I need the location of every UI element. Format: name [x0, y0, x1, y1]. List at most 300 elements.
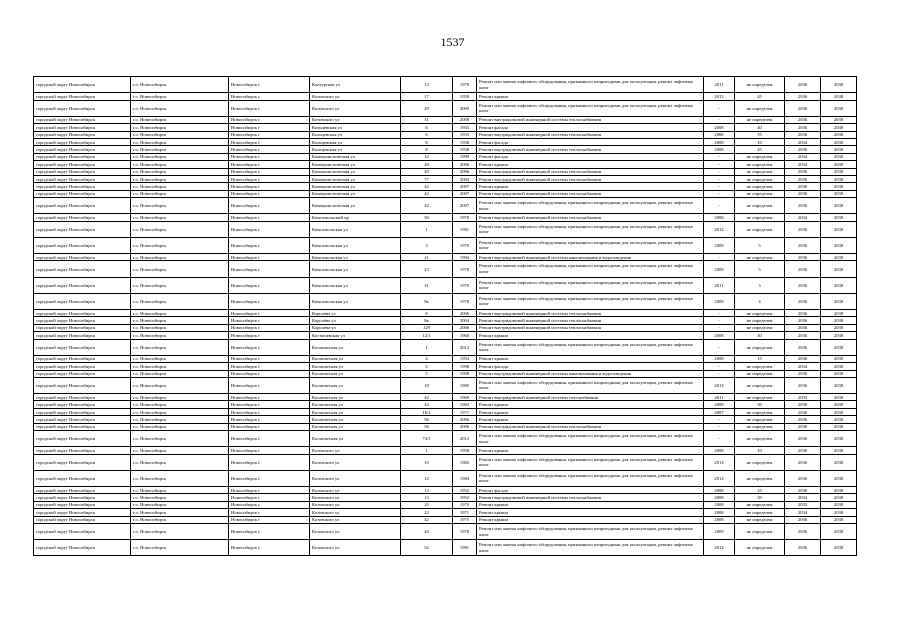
table-cell-street: Комсомольская ул [310, 237, 401, 253]
table-row [34, 516, 857, 523]
table-cell-last_year: 2012 [704, 470, 735, 486]
table-cell-city: Новосибирск г [229, 401, 310, 408]
table-cell-city: Новосибирск г [229, 293, 310, 309]
table-row [34, 237, 857, 253]
table-cell-house: 129 [401, 324, 453, 331]
table-cell-house: 6 [401, 124, 453, 131]
table-cell-settlement: г.о. Новосибирск [131, 183, 229, 190]
table-cell-period_from: 2036 [785, 317, 821, 324]
table-cell-period_from: 2036 [785, 377, 821, 393]
table-cell-city: Новосибирск г [229, 309, 310, 316]
table-cell-period_to: 2038 [821, 277, 857, 293]
table-cell-street: Космическая ул [310, 423, 401, 430]
table-cell-city: Новосибирск г [229, 516, 310, 523]
table-cell-next_year: не определен [735, 161, 785, 168]
table-cell-house: 42 [401, 394, 453, 401]
table-cell-last_year: - [704, 190, 735, 197]
table-row [34, 431, 857, 447]
table-cell-work: Ремонт фасада [477, 486, 704, 493]
table-cell-year: 1933 [453, 131, 477, 138]
table-cell-work: Ремонт крыши [477, 161, 704, 168]
table-cell-municipality: городской округ Новосибирск [34, 309, 131, 316]
table-cell-municipality: городской округ Новосибирск [34, 363, 131, 370]
table-cell-street: Котовского ул [310, 116, 401, 123]
table-cell-street: Коммунистическая ул [310, 175, 401, 182]
table-cell-period_to: 2038 [821, 486, 857, 493]
table-cell-settlement: г.о. Новосибирск [131, 161, 229, 168]
table-cell-year: 1994 [453, 254, 477, 261]
table-cell-city: Новосибирск г [229, 153, 310, 160]
table-cell-next_year: не определен [735, 198, 785, 214]
table-cell-work: Ремонт крыши [477, 447, 704, 454]
table-cell-city: Новосибирск г [229, 317, 310, 324]
table-cell-house: 20 [401, 501, 453, 508]
table-row [34, 293, 857, 309]
table-cell-street: Космическая ул [310, 431, 401, 447]
table-cell-period_from: 2036 [785, 523, 821, 539]
table-cell-last_year: 2009 [704, 237, 735, 253]
table-cell-work: Ремонт внутридомовой инженерной системы теплоснабжения [477, 423, 704, 430]
table-cell-next_year: не определен [735, 509, 785, 516]
table-cell-year: 2012 [453, 339, 477, 355]
table-cell-period_from: 2036 [785, 175, 821, 182]
table-cell-last_year: - [704, 370, 735, 377]
table-cell-next_year: не определен [735, 540, 785, 556]
table-cell-work: Ремонт или замена лифтового оборудования, признанного непригодным для эксплуатации, ремонт лифтовых шахт [477, 523, 704, 539]
table-cell-period_from: 2034 [785, 161, 821, 168]
table-cell-last_year: 2008 [704, 486, 735, 493]
table-cell-street: Коммунистическая ул [310, 190, 401, 197]
table-cell-last_year: 2009 [704, 261, 735, 277]
table-cell-municipality: городской округ Новосибирск [34, 317, 131, 324]
table-cell-period_from: 2036 [785, 309, 821, 316]
table-cell-settlement: г.о. Новосибирск [131, 494, 229, 501]
table-cell-settlement: г.о. Новосибирск [131, 237, 229, 253]
table-row [34, 254, 857, 261]
table-cell-last_year: 2008 [704, 146, 735, 153]
table-cell-period_from: 2036 [785, 486, 821, 493]
table-cell-municipality: городской округ Новосибирск [34, 324, 131, 331]
table-cell-municipality: городской округ Новосибирск [34, 190, 131, 197]
table-cell-street: Комсомольская ул [310, 293, 401, 309]
table-cell-street: Котовского ул [310, 447, 401, 454]
table-cell-period_from: 2036 [785, 454, 821, 470]
table-cell-settlement: г.о. Новосибирск [131, 93, 229, 100]
table-cell-city: Новосибирск г [229, 161, 310, 168]
table-cell-municipality: городской округ Новосибирск [34, 332, 131, 339]
table-cell-last_year: 2008 [704, 447, 735, 454]
table-cell-city: Новосибирск г [229, 261, 310, 277]
table-cell-city: Новосибирск г [229, 93, 310, 100]
table-cell-street: Котовского ул [310, 100, 401, 116]
table-cell-city: Новосибирск г [229, 221, 310, 237]
table-cell-city: Новосибирск г [229, 138, 310, 145]
table-row [34, 339, 857, 355]
table-cell-period_from: 2036 [785, 401, 821, 408]
table-cell-period_from: 2036 [785, 447, 821, 454]
table-cell-street: Комсомольская ул [310, 277, 401, 293]
table-cell-work: Ремонт фасада [477, 138, 704, 145]
table-cell-house: 20 [401, 168, 453, 175]
table-cell-municipality: городской округ Новосибирск [34, 377, 131, 393]
table-cell-year: 2006 [453, 423, 477, 430]
table-cell-period_from: 2036 [785, 183, 821, 190]
table-cell-year: 2004 [453, 317, 477, 324]
table-cell-street: Котовского ул [310, 486, 401, 493]
table-cell-house: 8к [401, 317, 453, 324]
table-cell-work: Ремонт или замена лифтового оборудования, признанного непригодным для эксплуатации, ремонт лифтовых шахт [477, 237, 704, 253]
table-cell-last_year: 2012 [704, 540, 735, 556]
table-cell-next_year: не определен [735, 254, 785, 261]
table-cell-settlement: г.о. Новосибирск [131, 131, 229, 138]
table-cell-next_year: не определен [735, 214, 785, 221]
table-cell-last_year: - [704, 423, 735, 430]
table-cell-next_year: не определен [735, 363, 785, 370]
table-cell-work: Ремонт крыши [477, 332, 704, 339]
table-cell-house: 17 [401, 93, 453, 100]
table-cell-municipality: городской округ Новосибирск [34, 277, 131, 293]
table-cell-street: Кольцевская ул [310, 138, 401, 145]
table-cell-street: Костычевская ул [310, 332, 401, 339]
table-cell-next_year: 30 [735, 332, 785, 339]
table-cell-municipality: городской округ Новосибирск [34, 198, 131, 214]
table-cell-house: 56 [401, 416, 453, 423]
table-cell-period_to: 2038 [821, 423, 857, 430]
table-cell-street: Комсомольская ул [310, 261, 401, 277]
table-cell-municipality: городской округ Новосибирск [34, 261, 131, 277]
table-cell-street: Космическая ул [310, 355, 401, 362]
table-cell-street: Кольцевская ул [310, 131, 401, 138]
table-cell-last_year: 2008 [704, 124, 735, 131]
table-cell-work: Ремонт или замена лифтового оборудования, признанного непригодным для эксплуатации, ремонт лифтовых шахт [477, 431, 704, 447]
table-cell-period_to: 2038 [821, 124, 857, 131]
table-cell-house: 8 [401, 138, 453, 145]
table-cell-period_to: 2038 [821, 523, 857, 539]
table-cell-street: Коммунистическая ул [310, 198, 401, 214]
table-cell-house: 74/1 [401, 431, 453, 447]
table-cell-next_year: 15 [735, 355, 785, 362]
table-cell-work: Ремонт крыши [477, 509, 704, 516]
table-cell-period_to: 2038 [821, 237, 857, 253]
table-cell-period_to: 2038 [821, 153, 857, 160]
table-row [34, 332, 857, 339]
table-cell-settlement: г.о. Новосибирск [131, 401, 229, 408]
table-cell-work: Ремонт внутридомовой инженерной системы канализования и водоотведения [477, 370, 704, 377]
table-cell-house: 52 [401, 540, 453, 556]
table-cell-settlement: г.о. Новосибирск [131, 116, 229, 123]
table-cell-settlement: г.о. Новосибирск [131, 153, 229, 160]
table-cell-settlement: г.о. Новосибирск [131, 470, 229, 486]
table-cell-work: Ремонт или замена лифтового оборудования, признанного непригодным для эксплуатации, ремонт лифтовых шахт [477, 377, 704, 393]
page-number: 1537 [440, 35, 465, 49]
table-cell-work: Ремонт внутридомовой инженерной системы теплоснабжения [477, 175, 704, 182]
table-row [34, 501, 857, 508]
table-cell-city: Новосибирск г [229, 470, 310, 486]
table-cell-city: Новосибирск г [229, 408, 310, 415]
table-cell-municipality: городской округ Новосибирск [34, 370, 131, 377]
table-cell-period_to: 2038 [821, 339, 857, 355]
table-cell-municipality: городской округ Новосибирск [34, 401, 131, 408]
table-cell-work: Ремонт или замена лифтового оборудования, признанного непригодным для эксплуатации, ремонт лифтовых шахт [477, 540, 704, 556]
table-cell-work: Ремонт крыши [477, 183, 704, 190]
table-cell-municipality: городской округ Новосибирск [34, 494, 131, 501]
table-cell-period_to: 2038 [821, 394, 857, 401]
table-cell-year: 1979 [453, 277, 477, 293]
table-cell-last_year: 2011 [704, 394, 735, 401]
table-cell-street: Комсомольская ул [310, 254, 401, 261]
table-cell-work: Ремонт внутридомовой инженерной системы теплоснабжения [477, 324, 704, 331]
table-cell-year: 1960 [453, 394, 477, 401]
table-cell-settlement: г.о. Новосибирск [131, 124, 229, 131]
table-row [34, 394, 857, 401]
table-cell-street: Королёва ул [310, 324, 401, 331]
table-cell-city: Новосибирск г [229, 332, 310, 339]
table-cell-municipality: городской округ Новосибирск [34, 486, 131, 493]
table-cell-year: 2008 [453, 116, 477, 123]
table-cell-period_from: 2036 [785, 168, 821, 175]
table-cell-municipality: городской округ Новосибирск [34, 509, 131, 516]
table-cell-next_year: не определен [735, 516, 785, 523]
table-cell-house: 5 [401, 363, 453, 370]
table-cell-work: Ремонт внутридомовой инженерной системы теплоснабжения [477, 131, 704, 138]
table-cell-house: 56 [401, 423, 453, 430]
table-cell-period_from: 2036 [785, 355, 821, 362]
table-cell-city: Новосибирск г [229, 168, 310, 175]
table-cell-year: 1981 [453, 540, 477, 556]
table-cell-year: 1971 [453, 509, 477, 516]
table-cell-period_from: 2036 [785, 100, 821, 116]
table-cell-work: Ремонт крыши [477, 355, 704, 362]
table-cell-city: Новосибирск г [229, 124, 310, 131]
table-row [34, 523, 857, 539]
table-row [34, 355, 857, 362]
table-row [34, 161, 857, 168]
table-cell-municipality: городской округ Новосибирск [34, 254, 131, 261]
table-cell-settlement: г.о. Новосибирск [131, 486, 229, 493]
table-cell-street: Космическая ул [310, 416, 401, 423]
table-cell-year: 2009 [453, 100, 477, 116]
table-cell-city: Новосибирск г [229, 523, 310, 539]
table-cell-settlement: г.о. Новосибирск [131, 77, 229, 93]
table-cell-year: 1960 [453, 332, 477, 339]
table-cell-period_to: 2038 [821, 309, 857, 316]
table-cell-house: 44 [401, 523, 453, 539]
table-cell-house: 50 [401, 214, 453, 221]
table-row [34, 131, 857, 138]
table-cell-city: Новосибирск г [229, 486, 310, 493]
table-cell-work: Ремонт крыши [477, 516, 704, 523]
table-cell-next_year: не определен [735, 221, 785, 237]
table-cell-house: 12 [401, 470, 453, 486]
table-cell-year: 2006 [453, 416, 477, 423]
table-cell-period_to: 2038 [821, 175, 857, 182]
table-row [34, 153, 857, 160]
table-cell-municipality: городской округ Новосибирск [34, 77, 131, 93]
table-cell-period_from: 2036 [785, 237, 821, 253]
table-cell-work: Ремонт фасада [477, 124, 704, 131]
table-row [34, 509, 857, 516]
table-cell-period_to: 2038 [821, 100, 857, 116]
table-cell-work: Ремонт фасада [477, 363, 704, 370]
table-cell-municipality: городской округ Новосибирск [34, 447, 131, 454]
table-row [34, 168, 857, 175]
table-cell-period_to: 2038 [821, 363, 857, 370]
table-cell-period_from: 2036 [785, 339, 821, 355]
table-cell-municipality: городской округ Новосибирск [34, 454, 131, 470]
table-row [34, 183, 857, 190]
table-cell-period_to: 2038 [821, 324, 857, 331]
table-cell-period_to: 2038 [821, 138, 857, 145]
table-cell-work: Ремонт или замена лифтового оборудования, признанного непригодным для эксплуатации, ремонт лифтовых шахт [477, 339, 704, 355]
table-cell-last_year: - [704, 153, 735, 160]
table-cell-city: Новосибирск г [229, 198, 310, 214]
table-cell-settlement: г.о. Новосибирск [131, 423, 229, 430]
table-cell-last_year: - [704, 161, 735, 168]
table-cell-house: 6 [401, 131, 453, 138]
table-cell-work: Ремонт или замена лифтового оборудования, признанного непригодным для эксплуатации, ремонт лифтовых шахт [477, 221, 704, 237]
table-cell-municipality: городской округ Новосибирск [34, 221, 131, 237]
table-cell-work: Ремонт крыши [477, 501, 704, 508]
table-cell-house: 10 [401, 454, 453, 470]
table-cell-house: 42 [401, 198, 453, 214]
table-cell-last_year: - [704, 416, 735, 423]
table-cell-year: 1998 [453, 363, 477, 370]
table-row [34, 116, 857, 123]
table-cell-year: 1954 [453, 355, 477, 362]
table-cell-work: Ремонт крыши [477, 416, 704, 423]
table-cell-year: 1952 [453, 494, 477, 501]
table-row [34, 100, 857, 116]
table-cell-street: Космическая ул [310, 370, 401, 377]
table-cell-next_year: 45 [735, 93, 785, 100]
table-cell-municipality: городской округ Новосибирск [34, 100, 131, 116]
table-cell-next_year: 4 [735, 293, 785, 309]
table-row [34, 277, 857, 293]
table-cell-city: Новосибирск г [229, 423, 310, 430]
table-cell-settlement: г.о. Новосибирск [131, 214, 229, 221]
table-cell-city: Новосибирск г [229, 190, 310, 197]
table-cell-year: 1971 [453, 408, 477, 415]
table-cell-house: 21 [401, 254, 453, 261]
table-cell-city: Новосибирск г [229, 254, 310, 261]
table-row [34, 494, 857, 501]
table-cell-period_to: 2038 [821, 470, 857, 486]
table-cell-settlement: г.о. Новосибирск [131, 317, 229, 324]
table-cell-next_year: не определен [735, 416, 785, 423]
table-cell-house: 44 [401, 401, 453, 408]
table-cell-last_year: 2008 [704, 509, 735, 516]
table-cell-municipality: городской округ Новосибирск [34, 214, 131, 221]
table-row [34, 447, 857, 454]
table-cell-last_year: - [704, 363, 735, 370]
table-cell-house: 5 [401, 370, 453, 377]
table-cell-year: 1958 [453, 447, 477, 454]
table-cell-municipality: городской округ Новосибирск [34, 175, 131, 182]
table-cell-street: Комсомольский пр [310, 214, 401, 221]
capital-repair-table [33, 76, 857, 556]
table-cell-next_year: 55 [735, 131, 785, 138]
table-cell-last_year: 2008 [704, 332, 735, 339]
table-cell-period_to: 2038 [821, 540, 857, 556]
table-cell-year: 2004 [453, 175, 477, 182]
table-cell-next_year: не определен [735, 454, 785, 470]
table-cell-next_year: 5 [735, 237, 785, 253]
table-cell-city: Новосибирск г [229, 431, 310, 447]
table-cell-period_from: 2036 [785, 93, 821, 100]
table-cell-period_from: 2034 [785, 214, 821, 221]
table-row [34, 175, 857, 182]
table-cell-year: 2007 [453, 198, 477, 214]
table-cell-period_to: 2038 [821, 509, 857, 516]
table-cell-next_year: не определен [735, 190, 785, 197]
table-cell-period_to: 2038 [821, 146, 857, 153]
table-cell-period_to: 2038 [821, 131, 857, 138]
table-cell-street: Космическая ул [310, 363, 401, 370]
table-cell-city: Новосибирск г [229, 540, 310, 556]
table-cell-period_from: 2036 [785, 431, 821, 447]
table-cell-municipality: городской округ Новосибирск [34, 416, 131, 423]
table-cell-period_from: 2036 [785, 408, 821, 415]
table-row [34, 416, 857, 423]
table-cell-city: Новосибирск г [229, 339, 310, 355]
table-cell-street: Котовского ул [310, 501, 401, 508]
table-cell-year: 1938 [453, 138, 477, 145]
table-cell-settlement: г.о. Новосибирск [131, 370, 229, 377]
table-cell-street: Комсомольская ул [310, 221, 401, 237]
table-cell-work: Ремонт внутридомовой инженерной системы теплоснабжения [477, 214, 704, 221]
table-cell-municipality: городской округ Новосибирск [34, 116, 131, 123]
table-cell-street: Космическая ул [310, 401, 401, 408]
table-cell-last_year: 2008 [704, 131, 735, 138]
table-cell-year: 2006 [453, 161, 477, 168]
table-cell-period_from: 2036 [785, 261, 821, 277]
table-cell-municipality: городской округ Новосибирск [34, 523, 131, 539]
table-cell-period_from: 2033 [785, 501, 821, 508]
table-cell-last_year: - [704, 183, 735, 190]
table-cell-settlement: г.о. Новосибирск [131, 261, 229, 277]
table-cell-last_year: - [704, 431, 735, 447]
table-cell-municipality: городской округ Новосибирск [34, 408, 131, 415]
table-cell-work: Ремонт внутридомовой инженерной системы теплоснабжения [477, 116, 704, 123]
table-cell-last_year: - [704, 317, 735, 324]
table-cell-year: 1984 [453, 470, 477, 486]
table-cell-municipality: городской округ Новосибирск [34, 339, 131, 355]
table-cell-last_year: 2011 [704, 77, 735, 93]
table-cell-settlement: г.о. Новосибирск [131, 454, 229, 470]
table-cell-period_from: 2036 [785, 370, 821, 377]
table-cell-municipality: городской округ Новосибирск [34, 355, 131, 362]
table-cell-house: 20 [401, 161, 453, 168]
table-cell-house: 13 [401, 486, 453, 493]
table-cell-municipality: городской округ Новосибирск [34, 131, 131, 138]
table-cell-next_year: не определен [735, 408, 785, 415]
table-cell-last_year: 2008 [704, 401, 735, 408]
table-cell-period_to: 2038 [821, 183, 857, 190]
table-row [34, 408, 857, 415]
table-cell-next_year: не определен [735, 431, 785, 447]
table-cell-settlement: г.о. Новосибирск [131, 293, 229, 309]
table-cell-period_from: 2036 [785, 277, 821, 293]
table-cell-period_to: 2038 [821, 501, 857, 508]
table-cell-city: Новосибирск г [229, 324, 310, 331]
table-cell-last_year: - [704, 339, 735, 355]
table-cell-next_year: 30 [735, 401, 785, 408]
table-cell-period_from: 2034 [785, 509, 821, 516]
table-cell-settlement: г.о. Новосибирск [131, 394, 229, 401]
table-cell-next_year: не определен [735, 324, 785, 331]
table-cell-last_year: 2008 [704, 355, 735, 362]
table-cell-street: Космическая ул [310, 394, 401, 401]
